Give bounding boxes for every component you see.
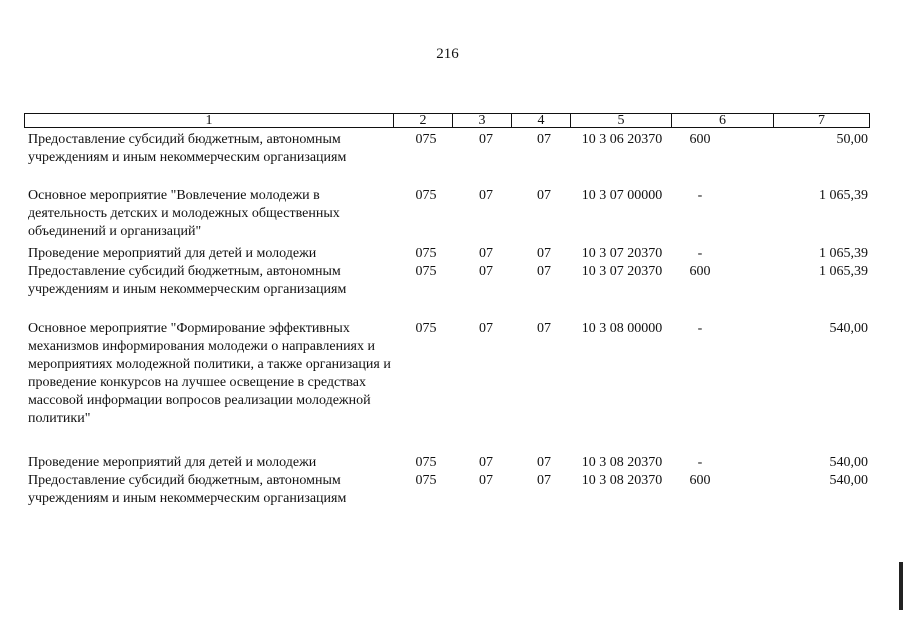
row-target-article: 10 3 07 20370	[581, 264, 663, 279]
row-subsection: 07	[537, 188, 551, 203]
row-expense-type: -	[697, 321, 703, 336]
row-expense-type: -	[697, 188, 703, 203]
row-section: 07	[479, 473, 493, 488]
row-expense-type: 600	[689, 264, 711, 279]
header-cell-2: 2	[419, 113, 427, 128]
row-expense-type: 600	[689, 473, 711, 488]
page-number: 216	[436, 46, 459, 62]
row-name: Основное мероприятие "Формирование эффективных механизмов информирования молодежи о направлениях и мероприятиях молодежной политики, а также организация и проведение конкурсов на лучшее освещение в средствах массовой информации вопросов реализации молодежной политики"	[28, 321, 391, 426]
row-expense-type: -	[697, 455, 703, 470]
header-cell-6: 6	[719, 113, 726, 128]
row-code: 075	[415, 455, 437, 470]
row-code: 075	[415, 188, 437, 203]
row-code: 075	[415, 473, 437, 488]
row-name: Основное мероприятие "Вовлечение молодежи в деятельность детских и молодежных общественных объединений и организаций"	[28, 188, 340, 239]
row-code: 075	[415, 321, 437, 336]
row-target-article: 10 3 06 20370	[581, 132, 663, 147]
row-subsection: 07	[537, 132, 551, 147]
row-name: Предоставление субсидий бюджетным, автономным учреждениям и иным некоммерческим организациям	[28, 132, 347, 165]
header-cell-1: 1	[205, 113, 213, 128]
row-name: Предоставление субсидий бюджетным, автономным учреждениям и иным некоммерческим организациям	[28, 473, 347, 506]
row-target-article: 10 3 07 20370	[581, 246, 663, 261]
row-section: 07	[479, 264, 493, 279]
row-target-article: 10 3 07 00000	[581, 188, 663, 203]
header-cell-5: 5	[617, 113, 625, 128]
row-amount: 1 065,39	[819, 264, 868, 279]
row-subsection: 07	[537, 473, 551, 488]
row-section: 07	[479, 321, 493, 336]
scan-edge-mark	[899, 562, 903, 610]
row-name: Предоставление субсидий бюджетным, автономным учреждениям и иным некоммерческим организациям	[28, 264, 347, 297]
row-section: 07	[479, 188, 493, 203]
row-code: 075	[415, 132, 437, 147]
row-target-article: 10 3 08 00000	[581, 321, 663, 336]
row-amount: 1 065,39	[819, 188, 868, 203]
row-amount: 1 065,39	[819, 246, 868, 261]
row-section: 07	[479, 246, 493, 261]
row-target-article: 10 3 08 20370	[581, 455, 663, 470]
row-code: 075	[415, 246, 437, 261]
header-cell-7: 7	[818, 113, 825, 128]
row-section: 07	[479, 455, 493, 470]
row-expense-type: 600	[689, 132, 711, 147]
row-target-article: 10 3 08 20370	[581, 473, 663, 488]
row-section: 07	[479, 132, 493, 147]
table-header	[24, 113, 870, 128]
row-subsection: 07	[537, 321, 551, 336]
row-amount: 540,00	[829, 455, 868, 470]
header-cell-3: 3	[478, 113, 486, 128]
row-subsection: 07	[537, 246, 551, 261]
row-name: Проведение мероприятий для детей и молодежи	[28, 246, 317, 261]
row-amount: 540,00	[829, 473, 868, 488]
row-subsection: 07	[537, 455, 551, 470]
row-amount: 50,00	[836, 132, 868, 147]
row-name: Проведение мероприятий для детей и молодежи	[28, 455, 317, 470]
header-cell-4: 4	[537, 113, 545, 128]
row-code: 075	[415, 264, 437, 279]
row-subsection: 07	[537, 264, 551, 279]
row-amount: 540,00	[829, 321, 868, 336]
row-expense-type: -	[697, 246, 703, 261]
